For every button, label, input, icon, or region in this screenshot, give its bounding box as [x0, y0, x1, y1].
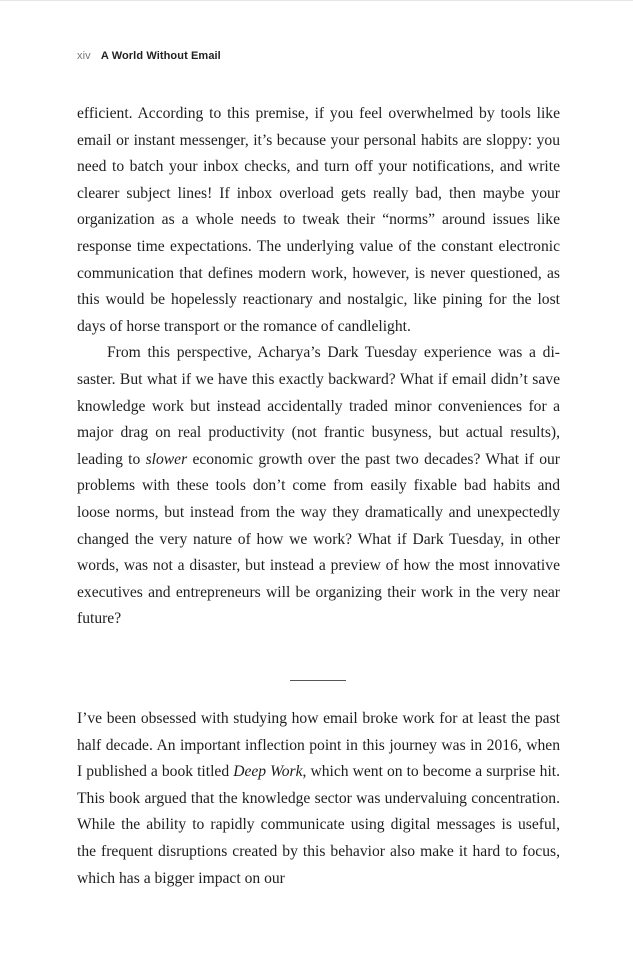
- section-2-text: [77, 706, 560, 892]
- running-head: [77, 50, 221, 62]
- paragraph-text: From this perspective, Acharya’s Dark Tuesday experience was a disaster. But what if we have this exactly backward? What if email didn’t save knowledge work but instead accidentally traded minor conveniences for a major drag on real productivity (not frantic busyness, but actual results), leading to: [77, 344, 560, 468]
- emphasis-text: slower: [145, 450, 188, 468]
- book-title-emphasis: Deep Work: [233, 763, 303, 781]
- paragraph-text: I’ve been obsessed with studying how email broke work for at least the past half decade. An important inflection point in this journey was in 2016, when I published a book titled: [77, 710, 560, 781]
- paragraph-text: , which went on to become a surprise hit. This book argued that the knowledge sector was undervaluing concentration. While the ability to rapidly communicate using digital messages is useful, the frequent disruptions created by this behavior also make it hard to focus, which has a bigger impact on our: [77, 763, 561, 887]
- page-number: xiv: [77, 50, 91, 62]
- section-break-rule: [290, 680, 346, 681]
- paragraph: [77, 706, 560, 892]
- paragraph: efficient. According to this premise, if you feel overwhelmed by tools like email or instant messenger, it’s because your personal habits are sloppy: you need to batch your inbox checks, and turn off your notifications, and write clearer subject lines! If inbox overload gets really bad, then maybe your organization as a whole needs to tweak their “norms” around issues like response time expectations. The underlying value of the constant electronic communication that defines modern work, however, is never questioned, as this would be hopelessly reactionary and nostalgic, like pining for the lost days of horse transport or the romance of candlelight.: [77, 105, 560, 335]
- section-1-text: [77, 101, 560, 633]
- paragraph: [77, 340, 560, 633]
- book-title: A World Without Email: [100, 50, 221, 62]
- paragraph-text: economic growth over the past two decades? What if our problems with these tools don’t come from easily fixable bad habits and loose norms, but instead from the way they dramatically and unexpectedly changed the very nature of how we work? What if Dark Tuesday, in other words, was not a disaster, but instead a preview of how the most innovative executives and entrepreneurs will be organizing their work in the very near future?: [77, 450, 560, 628]
